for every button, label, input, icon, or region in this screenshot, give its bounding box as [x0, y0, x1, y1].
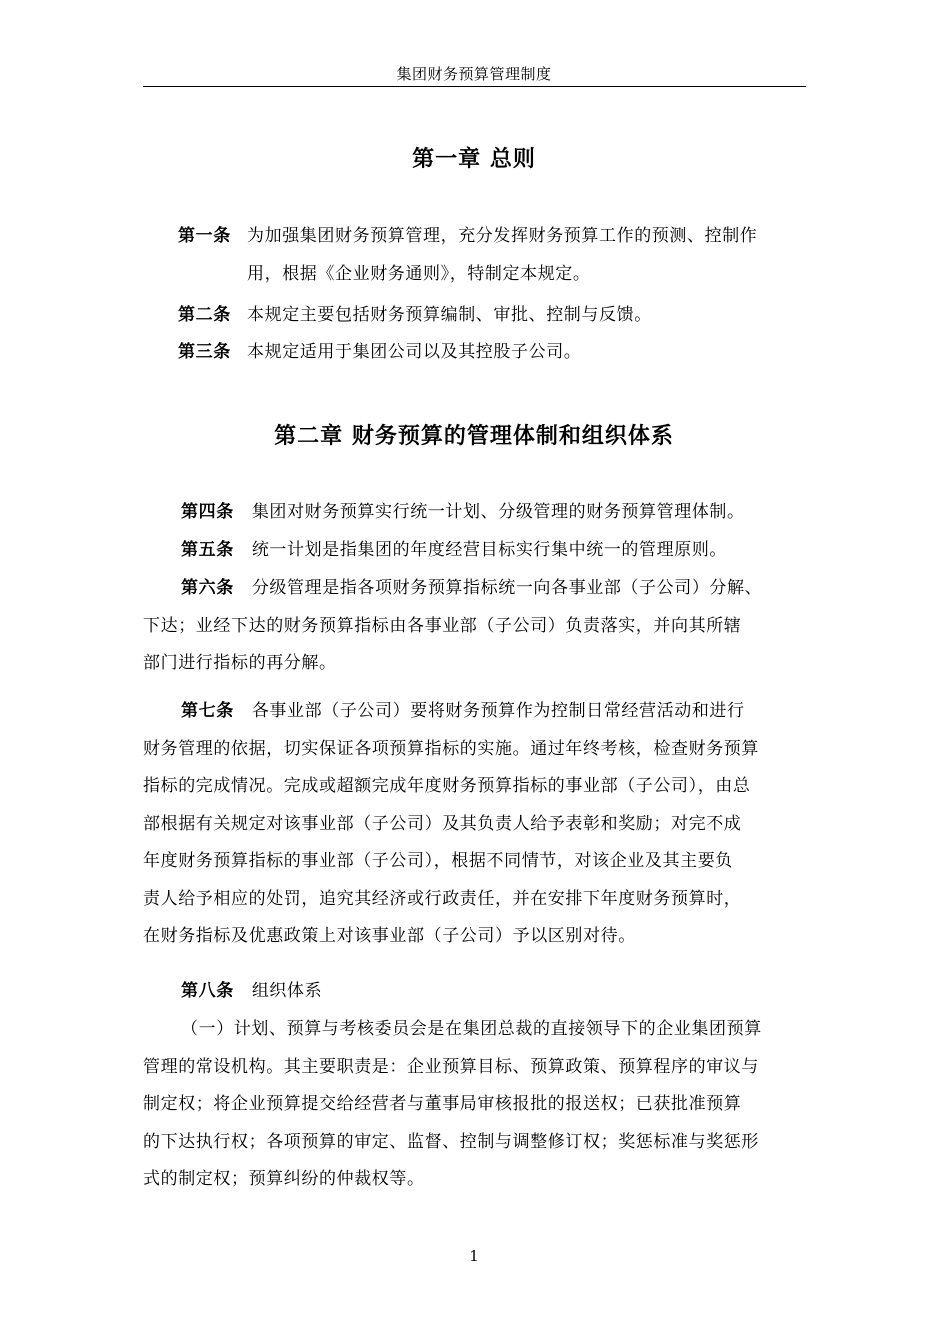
article-1: [178, 218, 805, 293]
article-1-line-1: 为加强集团财务预算管理，充分发挥财务预算工作的预测、控制作: [247, 226, 758, 246]
clause-1-line-2: 管理的常设机构。其主要职责是：企业预算目标、预算政策、预算程序的审议与: [143, 1056, 759, 1077]
article-5-text: 统一计划是指集团的年度经营目标实行集中统一的管理原则。: [251, 540, 728, 560]
article-7-label: 第七条: [181, 701, 234, 721]
article-3: [178, 334, 805, 372]
article-7: [143, 693, 805, 956]
article-5: [143, 532, 805, 570]
article-7-line-1: [143, 693, 805, 731]
article-7-text-1: 各事业部（子公司）要将财务预算作为控制日常经营活动和进行: [251, 701, 745, 721]
running-header: 集团财务预算管理制度: [396, 65, 552, 83]
article-1-line-2: 用，根据《企业财务通则》，特制定本规定。: [247, 263, 591, 284]
chapter-2-title: 第二章 财务预算的管理体制和组织体系: [274, 423, 674, 449]
chapter-1-title: 第一章 总则: [412, 146, 536, 172]
clause-1-line-1: （一）计划、预算与考核委员会是在集团总裁的直接领导下的企业集团预算: [181, 1019, 762, 1039]
article-7-line-3: 指标的完成情况。完成或超额完成年度财务预算指标的事业部（子公司），由总: [143, 776, 751, 796]
article-2: [178, 297, 805, 335]
article-7-line-6: 责人给予相应的处罚，追究其经济或行政责任，并在安排下年度财务预算时，: [143, 888, 742, 909]
article-6-text-1: 分级管理是指各项财务预算指标统一向各事业部（子公司）分解、: [251, 578, 763, 598]
header-rule: [143, 86, 806, 87]
article-2-text: 本规定主要包括财务预算编制、审批、控制与反馈。: [247, 305, 652, 325]
article-7-line-5: 年度财务预算指标的事业部（子公司），根据不同情节，对该企业及其主要负: [143, 851, 733, 871]
article-3-text: 本规定适用于集团公司以及其控股子公司。: [247, 342, 582, 362]
article-4-label: 第四条: [181, 502, 234, 522]
article-8-text: 组织体系: [251, 981, 323, 1001]
article-6: [143, 570, 805, 683]
article-6-line-2: 下达；业经下达的财务预算指标由各事业部（子公司）负责落实，并向其所辖: [143, 615, 742, 636]
article-7-line-2: 财务管理的依据，切实保证各项预算指标的实施。通过年终考核，检查财务预算: [143, 738, 759, 759]
clause-1-line-3: 制定权；将企业预算提交给经营者与董事局审核报批的报送权；已获批准预算: [143, 1094, 742, 1114]
article-5-line-1: [143, 532, 805, 570]
clause-1-line-4: 的下达执行权；各项预算的审定、监督、控制与调整修订权；奖惩标准与奖惩形: [143, 1131, 759, 1152]
article-6-label: 第六条: [181, 578, 234, 598]
article-4: [143, 494, 805, 532]
article-3-label: 第三条: [178, 342, 231, 362]
article-8: [143, 973, 805, 1011]
page-number: 1: [469, 1247, 479, 1265]
article-5-label: 第五条: [181, 540, 234, 560]
article-1-label: 第一条: [178, 226, 231, 246]
article-8-line-1: [143, 973, 805, 1011]
article-7-line-4: 部根据有关规定对该事业部（子公司）及其负责人给予表彰和奖励；对完不成: [143, 813, 742, 834]
article-4-line-1: [143, 494, 805, 532]
article-8-label: 第八条: [181, 981, 234, 1001]
article-4-text: 集团对财务预算实行统一计划、分级管理的财务预算管理体制。: [251, 502, 745, 522]
article-7-line-7: 在财务指标及优惠政策上对该事业部（子公司）予以区别对待。: [143, 926, 636, 946]
clause-1: [143, 1011, 805, 1199]
article-6-line-1: [143, 570, 805, 608]
article-6-line-3: 部门进行指标的再分解。: [143, 653, 337, 673]
clause-1-line-5: 式的制定权；预算纠纷的仲裁权等。: [143, 1169, 425, 1189]
article-1-text: [247, 218, 805, 293]
article-2-label: 第二条: [178, 305, 231, 325]
